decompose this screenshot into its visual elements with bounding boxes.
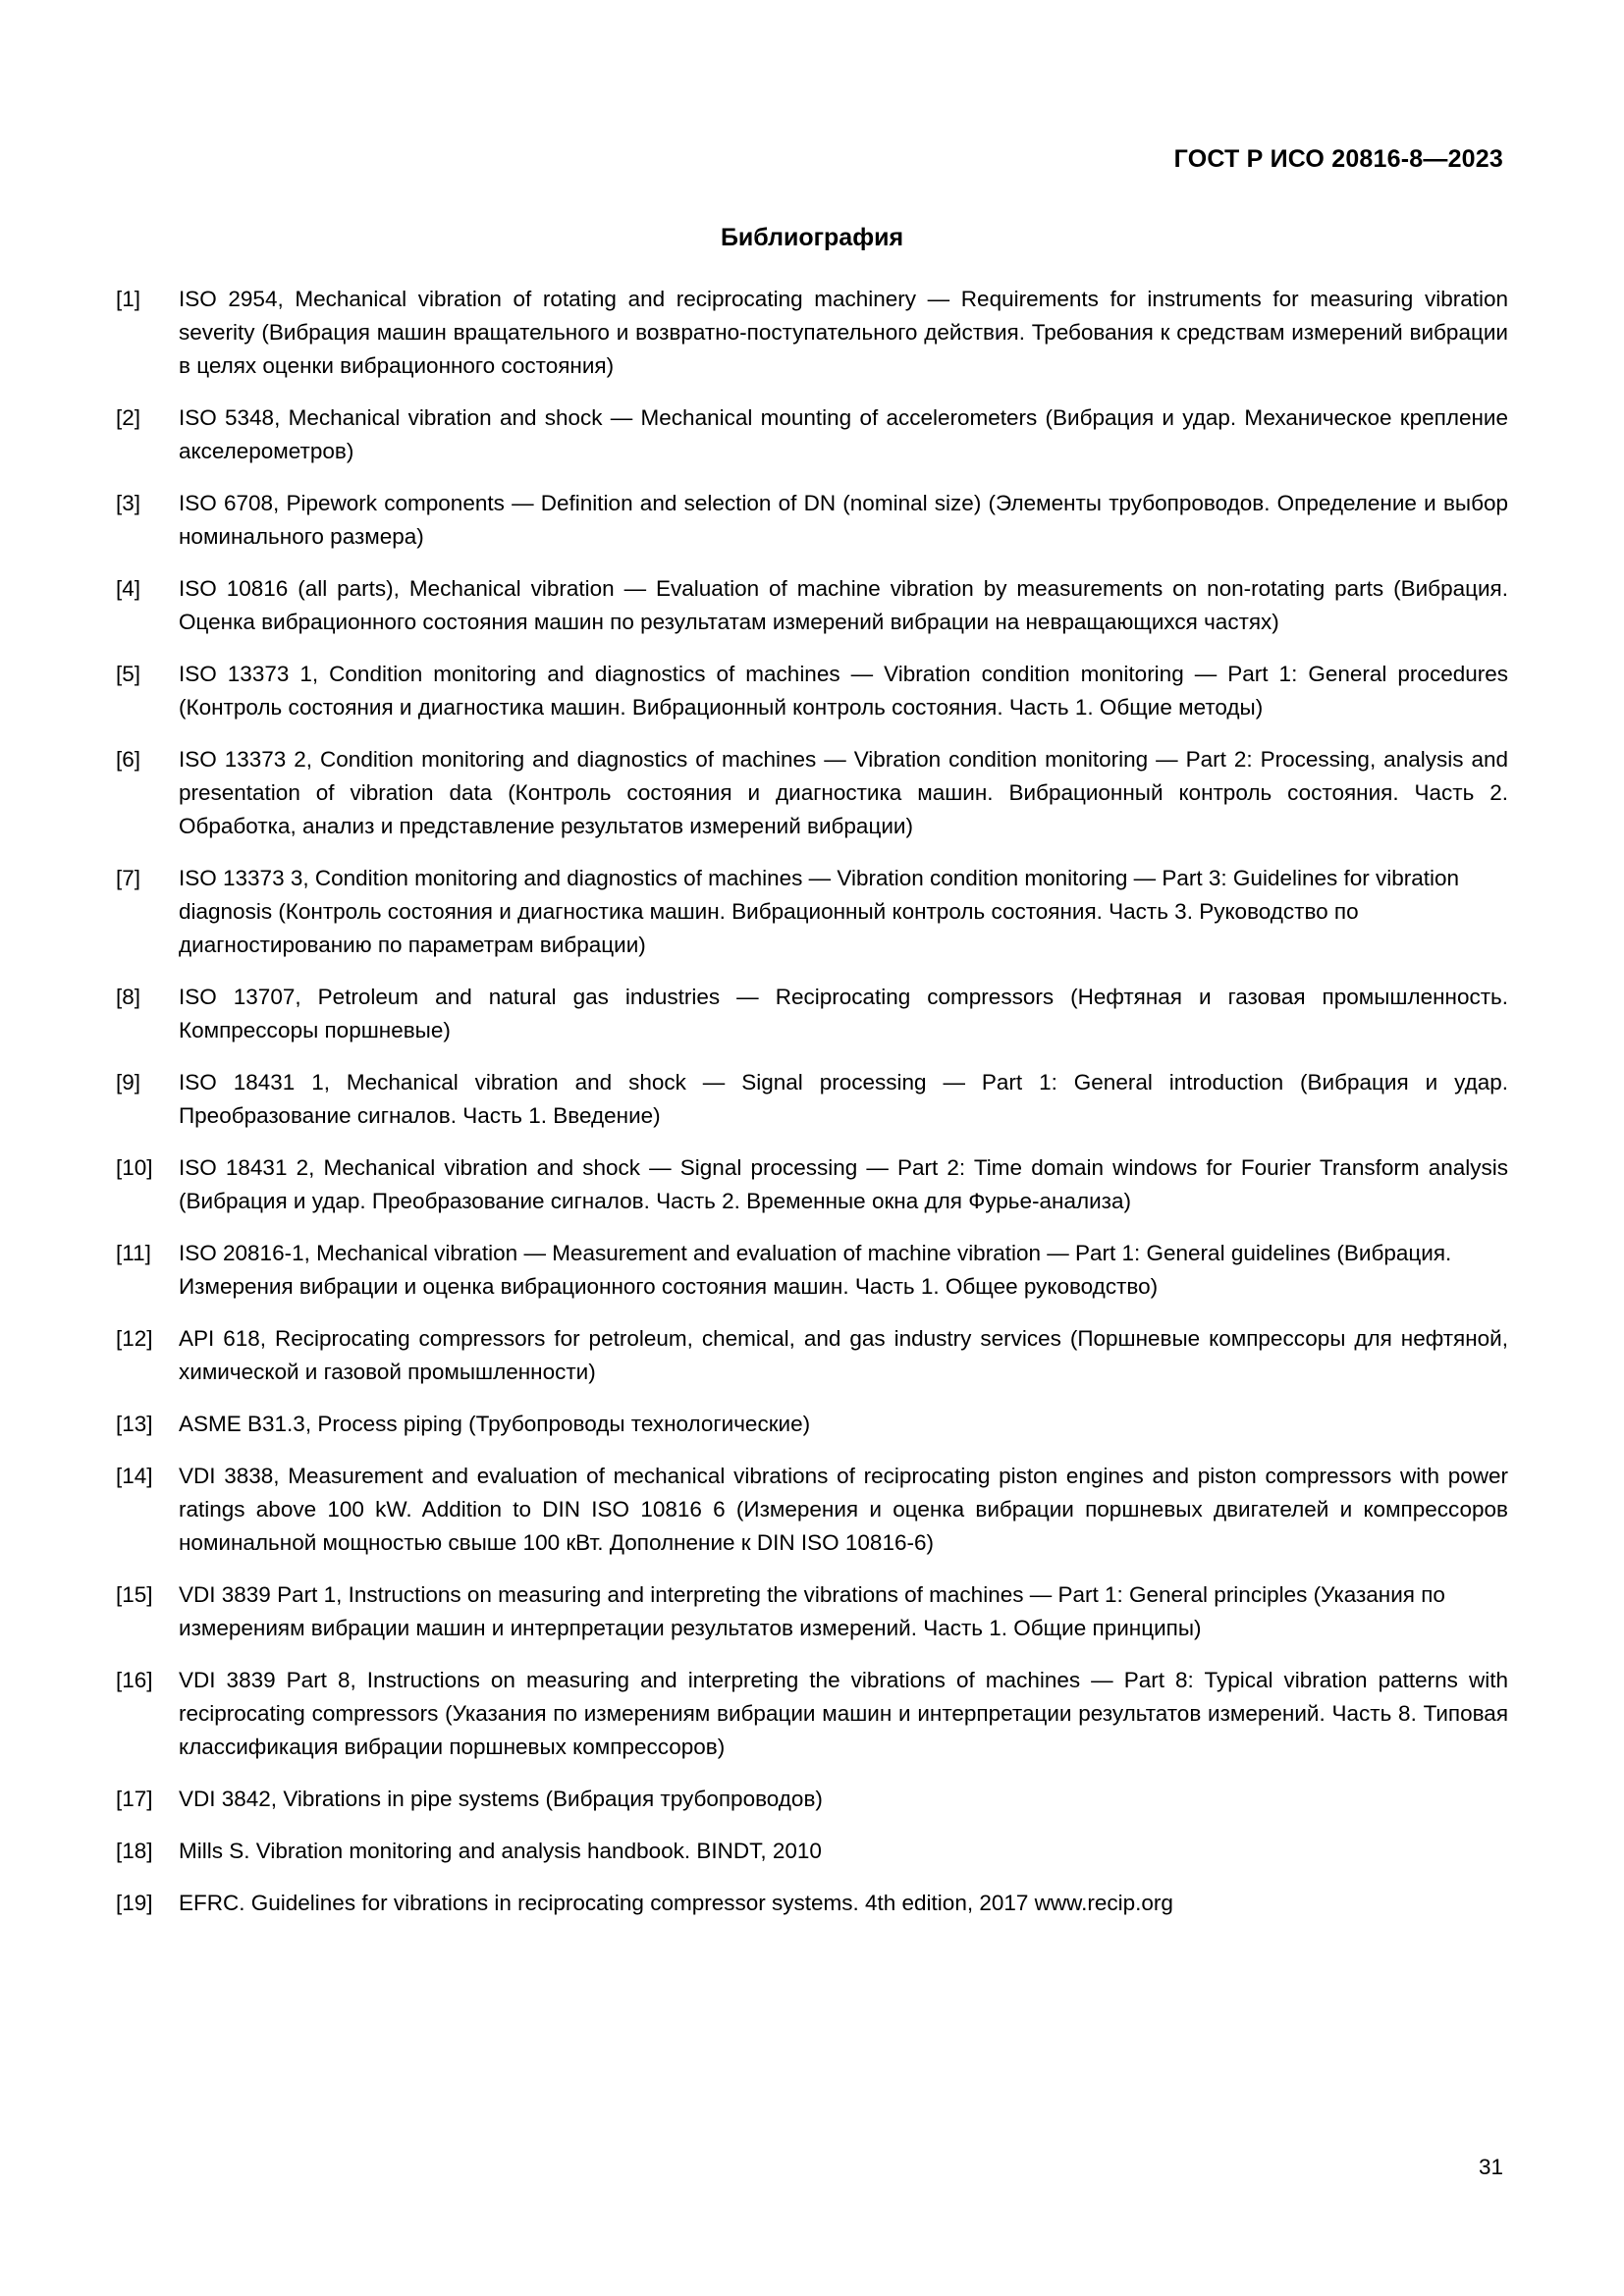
bibliography-entry-text: VDI 3839 Part 8, Instructions on measuring and interpreting the vibrations of machines — Part 8: Typical vibration patterns with reciprocating compressors (Указания по измерениям вибрации машин и интерпретации результатов измерений. Часть 8. Типовая классификация вибрации поршневых компрессоров) — [179, 1668, 1508, 1759]
bibliography-entry-text: ISO 2954, Mechanical vibration of rotating and reciprocating machinery — Requirements for instruments for measuring vibration severity (Вибрация машин вращательного и возвратно-поступательного действия. Требования к средствам измерений вибрации в целях оценки вибрационного состояния) — [179, 287, 1508, 378]
page-title: Библиография — [720, 224, 904, 251]
bibliography-entry-text: EFRC. Guidelines for vibrations in reciprocating compressor systems. 4th edition, 2017 www.recip.org — [179, 1891, 1173, 1915]
bibliography-entry-number: [9] — [116, 1070, 141, 1095]
bibliography-entry-number: [17] — [116, 1787, 153, 1811]
bibliography-entry-text: API 618, Reciprocating compressors for petroleum, chemical, and gas industry services (Поршневые компрессоры для нефтяной, химической и газовой промышленности) — [179, 1326, 1508, 1384]
bibliography-entry — [116, 1237, 1508, 1304]
bibliography-entry — [116, 487, 1508, 554]
bibliography-entry-text: ASME B31.3, Process piping (Трубопроводы технологические) — [179, 1412, 811, 1436]
bibliography-entry-number: [1] — [116, 287, 141, 311]
bibliography-entry-number: [15] — [116, 1582, 153, 1607]
bibliography-entry — [116, 658, 1508, 724]
bibliography-entry-number: [11] — [116, 1241, 151, 1265]
bibliography-entry-number: [16] — [116, 1668, 153, 1692]
bibliography-entry-text: Mills S. Vibration monitoring and analysis handbook. BINDT, 2010 — [179, 1839, 822, 1863]
page-header-standard-code: ГОСТ Р ИСО 20816-8—2023 — [1173, 145, 1503, 173]
bibliography-entry — [116, 1664, 1508, 1764]
bibliography-entry-number: [10] — [116, 1155, 153, 1180]
bibliography-entry-number: [4] — [116, 576, 141, 601]
bibliography-entry-text: ISO 6708, Pipework components — Definition and selection of DN (nominal size) (Элементы трубопроводов. Определение и выбор номинального размера) — [179, 491, 1508, 549]
bibliography-entry — [116, 1408, 1508, 1441]
bibliography-entry — [116, 981, 1508, 1047]
bibliography-entry-number: [14] — [116, 1464, 153, 1488]
bibliography-entry-number: [13] — [116, 1412, 153, 1436]
bibliography-entry-text: ISO 13373 3, Condition monitoring and diagnostics of machines — Vibration condition monitoring — Part 3: Guidelines for vibration diagnosis (Контроль состояния и диагностика машин. Вибрационный контроль состояния. Часть 3. Руководство по диагностированию по параметрам вибрации) — [179, 866, 1460, 957]
bibliography-entry-text: VDI 3838, Measurement and evaluation of mechanical vibrations of reciprocating piston engines and piston compressors with power ratings above 100 kW. Addition to DIN ISO 10816 6 (Измерения и оценка вибрации поршневых двигателей и компрессоров номинальной мощностью свыше 100 кВт. Дополнение к DIN ISO 10816-6) — [179, 1464, 1508, 1555]
bibliography-entry — [116, 283, 1508, 383]
bibliography-entry-text: ISO 13373 1, Condition monitoring and diagnostics of machines — Vibration condition monitoring — Part 1: General procedures (Контроль состояния и диагностика машин. Вибрационный контроль состояния. Часть 1. Общие методы) — [179, 662, 1508, 720]
bibliography-entry — [116, 1835, 1508, 1868]
bibliography-entry — [116, 572, 1508, 639]
bibliography-entry — [116, 1578, 1508, 1645]
bibliography-entry-text: ISO 13373 2, Condition monitoring and diagnostics of machines — Vibration condition monitoring — Part 2: Processing, analysis and presentation of vibration data (Контроль состояния и диагностика машин. Вибрационный контроль состояния. Часть 2. Обработка, анализ и представление результатов измерений вибрации) — [179, 747, 1508, 838]
bibliography-entry — [116, 1887, 1508, 1920]
bibliography-entry-number: [18] — [116, 1839, 153, 1863]
bibliography-entry-text: ISO 20816-1, Mechanical vibration — Measurement and evaluation of machine vibration — Part 1: General guidelines (Вибрация. Измерения вибрации и оценка вибрационного состояния машин. Часть 1. Общее руководство) — [179, 1241, 1452, 1299]
bibliography-entry-text: ISO 18431 2, Mechanical vibration and shock — Signal processing — Part 2: Time domain windows for Fourier Transform analysis (Вибрация и удар. Преобразование сигналов. Часть 2. Временные окна для Фурье-анализа) — [179, 1155, 1508, 1213]
bibliography-entry — [116, 1460, 1508, 1560]
bibliography-entry-text: ISO 13707, Petroleum and natural gas industries — Reciprocating compressors (Нефтяная и газовая промышленность. Компрессоры поршневые) — [179, 985, 1508, 1042]
bibliography-entry — [116, 401, 1508, 468]
bibliography-entry-number: [12] — [116, 1326, 153, 1351]
bibliography-list — [116, 283, 1508, 1939]
bibliography-entry-number: [19] — [116, 1891, 153, 1915]
bibliography-entry-number: [6] — [116, 747, 141, 772]
bibliography-entry — [116, 862, 1508, 962]
bibliography-entry-text: VDI 3842, Vibrations in pipe systems (Вибрация трубопроводов) — [179, 1787, 823, 1811]
bibliography-entry-number: [8] — [116, 985, 141, 1009]
bibliography-entry-number: [5] — [116, 662, 141, 686]
page-number: 31 — [1478, 2155, 1503, 2179]
bibliography-entry-number: [7] — [116, 866, 141, 890]
bibliography-entry-number: [2] — [116, 405, 141, 430]
bibliography-entry — [116, 743, 1508, 843]
bibliography-entry-text: ISO 5348, Mechanical vibration and shock — Mechanical mounting of accelerometers (Вибрация и удар. Механическое крепление акселерометров) — [179, 405, 1508, 463]
bibliography-entry-text: ISO 18431 1, Mechanical vibration and shock — Signal processing — Part 1: General introduction (Вибрация и удар. Преобразование сигналов. Часть 1. Введение) — [179, 1070, 1508, 1128]
bibliography-entry — [116, 1322, 1508, 1389]
bibliography-entry — [116, 1151, 1508, 1218]
bibliography-entry — [116, 1783, 1508, 1816]
bibliography-entry — [116, 1066, 1508, 1133]
bibliography-entry-text: ISO 10816 (all parts), Mechanical vibration — Evaluation of machine vibration by measurements on non-rotating parts (Вибрация. Оценка вибрационного состояния машин по результатам измерений вибрации на невращающихся частях) — [179, 576, 1508, 634]
bibliography-entry-number: [3] — [116, 491, 141, 515]
bibliography-entry-text: VDI 3839 Part 1, Instructions on measuring and interpreting the vibrations of machines — Part 1: General principles (Указания по измерениям вибрации машин и интерпретации результатов измерений. Часть 1. Общие принципы) — [179, 1582, 1445, 1640]
